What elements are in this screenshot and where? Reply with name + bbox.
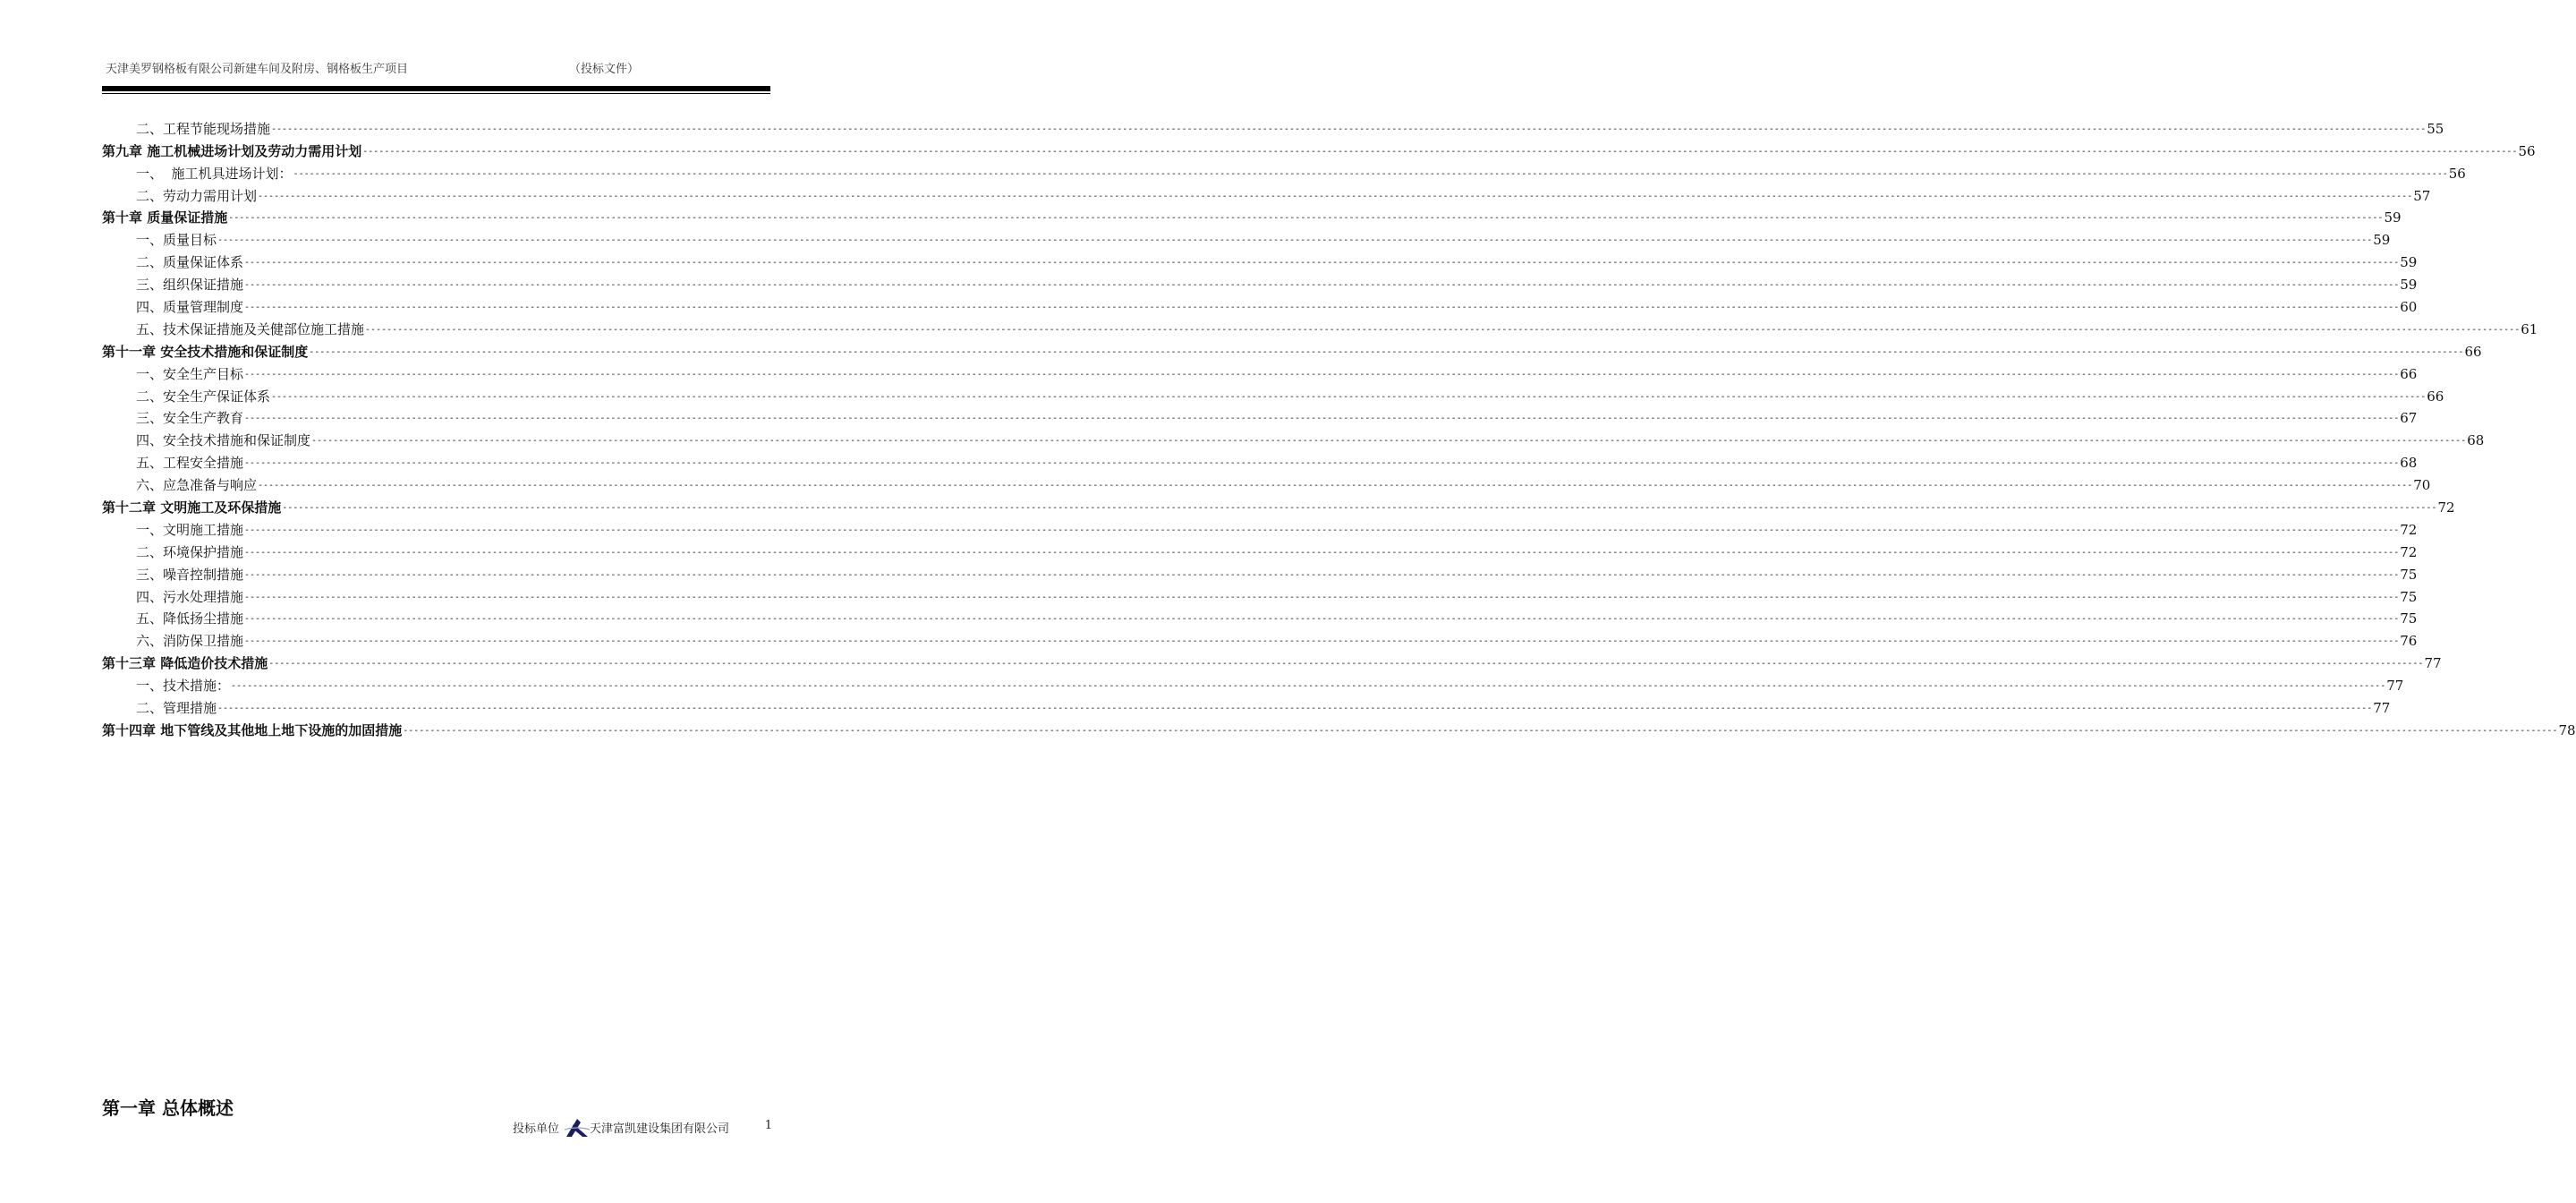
toc-leader-dashes: ---------------------------------------------------------------------------------------------------------------------------------------------------------------------------------------------------------------------------------------------------------------------------------------------------------------------------------------------------------------------------------------------------------------- <box>228 213 2384 224</box>
toc-entry-label: 四、质量管理制度 <box>136 299 244 316</box>
toc-section-entry[interactable] <box>102 560 2418 583</box>
toc-entry-page: 55 <box>2427 120 2444 137</box>
toc-leader-dashes: ---------------------------------------------------------------------------------------------------------------------------------------------------------------------------------------------------------------------------------------------------------------------------------------------------------------------------------------------------------------------------------------------------------------- <box>258 481 2413 491</box>
toc-leader-dashes: ---------------------------------------------------------------------------------------------------------------------------------------------------------------------------------------------------------------------------------------------------------------------------------------------------------------------------------------------------------------------------------------------------------------- <box>244 414 2400 424</box>
toc-entry-label: 四、安全技术措施和保证制度 <box>136 432 311 449</box>
page-number: 1 <box>764 1119 772 1132</box>
toc-leader-dashes: ---------------------------------------------------------------------------------------------------------------------------------------------------------------------------------------------------------------------------------------------------------------------------------------------------------------------------------------------------------------------------------------------------------------- <box>271 124 2427 134</box>
toc-leader-dashes: ---------------------------------------------------------------------------------------------------------------------------------------------------------------------------------------------------------------------------------------------------------------------------------------------------------------------------------------------------------------------------------------------------------------- <box>217 704 2373 714</box>
toc-chapter-entry[interactable] <box>102 649 2442 672</box>
toc-entry-label: 第十章 质量保证措施 <box>102 209 228 226</box>
toc-entry-label: 五、降低扬尘措施 <box>136 610 244 627</box>
toc-leader-dashes: ---------------------------------------------------------------------------------------------------------------------------------------------------------------------------------------------------------------------------------------------------------------------------------------------------------------------------------------------------------------------------------------------------------------- <box>244 614 2400 625</box>
toc-entry-page: 75 <box>2400 610 2418 627</box>
toc-entry-label: 二、安全生产保证体系 <box>136 388 271 405</box>
toc-section-entry[interactable] <box>102 583 2418 605</box>
toc-entry-label: 一、技术措施： <box>136 678 231 695</box>
toc-section-entry[interactable] <box>102 694 2391 717</box>
bidder-label: 投标单位 <box>513 1122 560 1136</box>
toc-entry-label: 一、文明施工措施 <box>136 521 244 538</box>
toc-entry-page: 77 <box>2424 655 2442 672</box>
toc-entry-page: 77 <box>2386 678 2404 695</box>
toc-section-entry[interactable] <box>102 159 2466 182</box>
toc-leader-dashes: ---------------------------------------------------------------------------------------------------------------------------------------------------------------------------------------------------------------------------------------------------------------------------------------------------------------------------------------------------------------------------------------------------------------- <box>244 569 2400 580</box>
toc-section-entry[interactable] <box>102 471 2431 494</box>
toc-chapter-entry[interactable] <box>102 204 2402 226</box>
toc-entry-page: 56 <box>2448 165 2466 182</box>
toc-section-entry[interactable] <box>102 605 2418 627</box>
toc-entry-page: 77 <box>2373 700 2391 717</box>
toc-entry-label: 二、管理措施 <box>136 700 217 717</box>
project-title: 天津美罗钢格板有限公司新建车间及附房、钢格板生产项目 <box>106 63 409 76</box>
toc-leader-dashes: ---------------------------------------------------------------------------------------------------------------------------------------------------------------------------------------------------------------------------------------------------------------------------------------------------------------------------------------------------------------------------------------------------------------- <box>244 458 2400 469</box>
toc-entry-page: 75 <box>2400 566 2418 583</box>
toc-entry-page: 59 <box>2400 254 2418 271</box>
toc-entry-label: 三、安全生产教育 <box>136 410 244 427</box>
header-rule-thick <box>102 86 770 91</box>
toc-entry-page: 66 <box>2427 388 2444 405</box>
toc-leader-dashes: ---------------------------------------------------------------------------------------------------------------------------------------------------------------------------------------------------------------------------------------------------------------------------------------------------------------------------------------------------------------------------------------------------------------- <box>244 258 2400 269</box>
toc-entry-page: 76 <box>2400 633 2418 650</box>
toc-leader-dashes: ---------------------------------------------------------------------------------------------------------------------------------------------------------------------------------------------------------------------------------------------------------------------------------------------------------------------------------------------------------------------------------------------------------------- <box>282 503 2437 514</box>
toc-section-entry[interactable] <box>102 426 2485 449</box>
toc-leader-dashes: ---------------------------------------------------------------------------------------------------------------------------------------------------------------------------------------------------------------------------------------------------------------------------------------------------------------------------------------------------------------------------------------------------------------- <box>268 659 2424 670</box>
toc-entry-page: 61 <box>2521 320 2538 337</box>
toc-leader-dashes: ---------------------------------------------------------------------------------------------------------------------------------------------------------------------------------------------------------------------------------------------------------------------------------------------------------------------------------------------------------------------------------------------------------------- <box>258 191 2413 201</box>
toc-section-entry[interactable] <box>102 627 2418 650</box>
toc-leader-dashes: ---------------------------------------------------------------------------------------------------------------------------------------------------------------------------------------------------------------------------------------------------------------------------------------------------------------------------------------------------------------------------------------------------------------- <box>311 436 2467 447</box>
toc-entry-page: 72 <box>2437 499 2455 516</box>
header-rule-thin <box>102 93 770 94</box>
toc-section-entry[interactable] <box>102 315 2538 337</box>
toc-entry-page: 59 <box>2384 209 2402 226</box>
toc-leader-dashes: ---------------------------------------------------------------------------------------------------------------------------------------------------------------------------------------------------------------------------------------------------------------------------------------------------------------------------------------------------------------------------------------------------------------- <box>309 346 2464 357</box>
toc-section-entry[interactable] <box>102 248 2418 271</box>
toc-chapter-entry[interactable] <box>102 137 2536 159</box>
toc-entry-page: 56 <box>2518 142 2536 159</box>
toc-entry-label: 第十三章 降低造价技术措施 <box>102 655 268 672</box>
toc-chapter-entry[interactable] <box>102 493 2455 516</box>
toc-entry-page: 66 <box>2464 343 2482 360</box>
toc-leader-dashes: ---------------------------------------------------------------------------------------------------------------------------------------------------------------------------------------------------------------------------------------------------------------------------------------------------------------------------------------------------------------------------------------------------------------- <box>293 168 2448 179</box>
toc-entry-label: 第十四章 地下管线及其他地上地下设施的加固措施 <box>102 721 403 738</box>
toc-entry-label: 一、质量目标 <box>136 232 217 249</box>
toc-section-entry[interactable] <box>102 226 2391 249</box>
toc-entry-page: 57 <box>2413 187 2431 204</box>
toc-leader-dashes: ---------------------------------------------------------------------------------------------------------------------------------------------------------------------------------------------------------------------------------------------------------------------------------------------------------------------------------------------------------------------------------------------------------------- <box>231 681 2386 692</box>
toc-entry-label: 六、应急准备与响应 <box>136 477 258 494</box>
toc-entry-label: 二、环境保护措施 <box>136 543 244 560</box>
toc-leader-dashes: ---------------------------------------------------------------------------------------------------------------------------------------------------------------------------------------------------------------------------------------------------------------------------------------------------------------------------------------------------------------------------------------------------------------- <box>217 235 2373 246</box>
toc-entry-label: 第十一章 安全技术措施和保证制度 <box>102 343 309 360</box>
toc-entry-page: 72 <box>2400 543 2418 560</box>
toc-entry-label: 三、组织保证措施 <box>136 277 244 294</box>
toc-section-entry[interactable] <box>102 270 2418 294</box>
toc-entry-page: 68 <box>2400 455 2418 472</box>
toc-chapter-entry[interactable] <box>102 716 2576 738</box>
toc-section-entry[interactable] <box>102 293 2418 316</box>
toc-section-entry[interactable] <box>102 382 2444 405</box>
toc-entry-page: 68 <box>2467 432 2485 449</box>
toc-leader-dashes: ---------------------------------------------------------------------------------------------------------------------------------------------------------------------------------------------------------------------------------------------------------------------------------------------------------------------------------------------------------------------------------------------------------------- <box>365 324 2521 335</box>
toc-leader-dashes: ---------------------------------------------------------------------------------------------------------------------------------------------------------------------------------------------------------------------------------------------------------------------------------------------------------------------------------------------------------------------------------------------------------------- <box>244 369 2400 380</box>
toc-leader-dashes: ---------------------------------------------------------------------------------------------------------------------------------------------------------------------------------------------------------------------------------------------------------------------------------------------------------------------------------------------------------------------------------------------------------------- <box>244 280 2400 291</box>
toc-entry-label: 二、质量保证体系 <box>136 254 244 271</box>
toc-entry-page: 75 <box>2400 588 2418 605</box>
company-logo-icon <box>563 1117 591 1139</box>
page-header <box>102 59 770 77</box>
toc-entry-page: 59 <box>2400 277 2418 294</box>
toc-entry-label: 五、工程安全措施 <box>136 455 244 472</box>
toc-leader-dashes: ---------------------------------------------------------------------------------------------------------------------------------------------------------------------------------------------------------------------------------------------------------------------------------------------------------------------------------------------------------------------------------------------------------------- <box>244 636 2400 647</box>
toc-entry-page: 60 <box>2400 299 2418 316</box>
toc-section-entry[interactable] <box>102 360 2418 382</box>
toc-entry-label: 四、污水处理措施 <box>136 588 244 605</box>
toc-leader-dashes: ---------------------------------------------------------------------------------------------------------------------------------------------------------------------------------------------------------------------------------------------------------------------------------------------------------------------------------------------------------------------------------------------------------------- <box>362 146 2518 157</box>
toc-entry-page: 78 <box>2558 721 2576 738</box>
toc-leader-dashes: ---------------------------------------------------------------------------------------------------------------------------------------------------------------------------------------------------------------------------------------------------------------------------------------------------------------------------------------------------------------------------------------------------------------- <box>244 303 2400 313</box>
page-footer <box>513 1117 772 1139</box>
toc-entry-label: 六、消防保卫措施 <box>136 633 244 650</box>
toc-entry-label: 五、技术保证措施及关健部位施工措施 <box>136 320 365 337</box>
toc-entry-label: 二、劳动力需用计划 <box>136 187 258 204</box>
toc-entry-page: 72 <box>2400 521 2418 538</box>
toc-leader-dashes: ---------------------------------------------------------------------------------------------------------------------------------------------------------------------------------------------------------------------------------------------------------------------------------------------------------------------------------------------------------------------------------------------------------------- <box>271 391 2427 402</box>
toc-section-entry[interactable] <box>102 182 2431 204</box>
toc-entry-label: 第九章 施工机械进场计划及劳动力需用计划 <box>102 142 362 159</box>
toc-entry-label: 三、噪音控制措施 <box>136 566 244 583</box>
toc-leader-dashes: ---------------------------------------------------------------------------------------------------------------------------------------------------------------------------------------------------------------------------------------------------------------------------------------------------------------------------------------------------------------------------------------------------------------- <box>244 547 2400 558</box>
toc-entry-page: 59 <box>2373 232 2391 249</box>
toc-entry-label: 第十二章 文明施工及环保措施 <box>102 499 282 516</box>
toc-leader-dashes: ---------------------------------------------------------------------------------------------------------------------------------------------------------------------------------------------------------------------------------------------------------------------------------------------------------------------------------------------------------------------------------------------------------------- <box>403 725 2558 736</box>
toc-entry-label: 一、 施工机具进场计划： <box>136 165 293 182</box>
toc-entry-page: 66 <box>2400 365 2418 382</box>
toc-section-entry[interactable] <box>102 448 2418 472</box>
toc-section-entry[interactable] <box>102 115 2444 137</box>
toc-entry-label: 二、工程节能现场措施 <box>136 120 271 137</box>
toc-section-entry[interactable] <box>102 516 2418 538</box>
toc-leader-dashes: ---------------------------------------------------------------------------------------------------------------------------------------------------------------------------------------------------------------------------------------------------------------------------------------------------------------------------------------------------------------------------------------------------------------- <box>244 525 2400 535</box>
toc-entry-page: 70 <box>2413 477 2431 494</box>
toc-section-entry[interactable] <box>102 538 2418 560</box>
table-of-contents <box>102 115 2576 738</box>
chapter-heading: 第一章 总体概述 <box>102 1097 234 1119</box>
toc-entry-page: 67 <box>2400 410 2418 427</box>
toc-entry-label: 一、安全生产目标 <box>136 365 244 382</box>
company-name: 天津富凯建设集团有限公司 <box>590 1122 730 1136</box>
toc-section-entry[interactable] <box>102 405 2418 427</box>
toc-chapter-entry[interactable] <box>102 337 2482 360</box>
toc-section-entry[interactable] <box>102 671 2404 695</box>
document-type: （投标文件） <box>569 63 640 76</box>
toc-leader-dashes: ---------------------------------------------------------------------------------------------------------------------------------------------------------------------------------------------------------------------------------------------------------------------------------------------------------------------------------------------------------------------------------------------------------------- <box>244 592 2400 602</box>
